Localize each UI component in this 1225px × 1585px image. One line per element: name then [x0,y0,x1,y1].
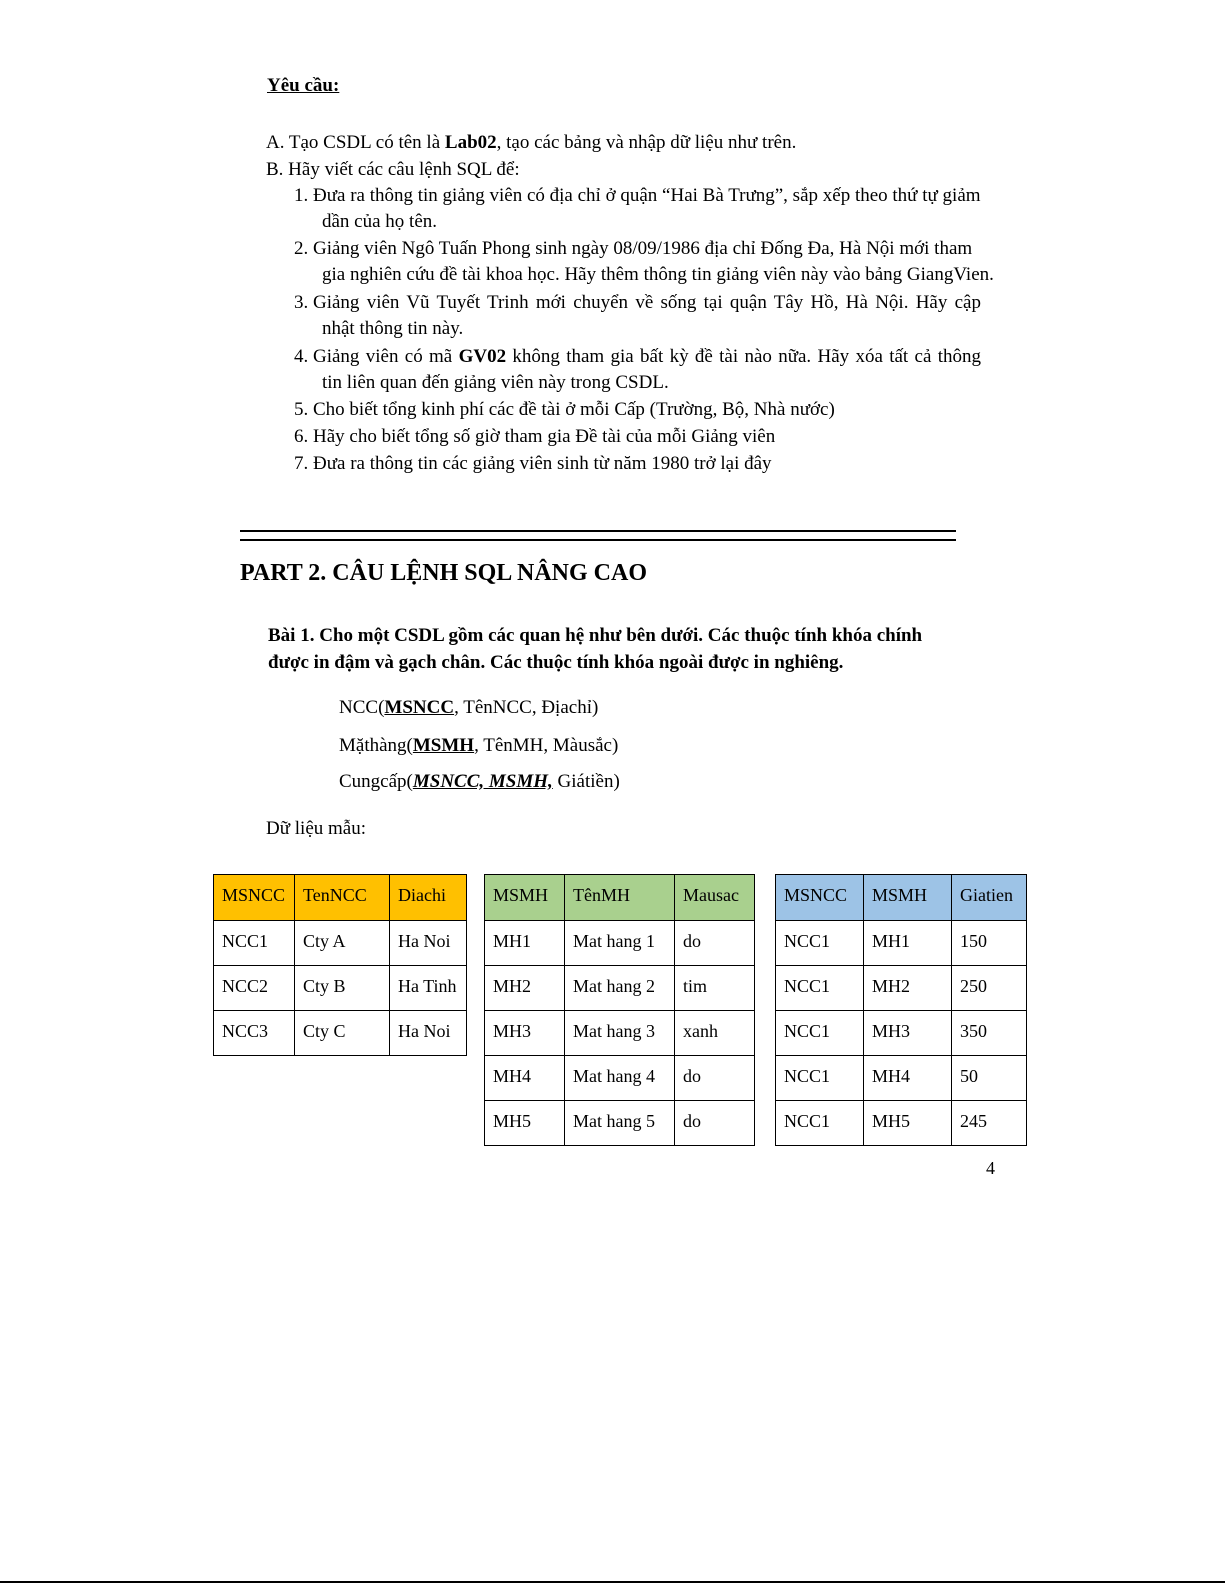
table-row [776,966,1027,1011]
requirement-a [266,130,796,156]
table-cell: 245 [952,1101,1027,1146]
column-header: TenNCC [295,875,390,921]
table-row [776,1011,1027,1056]
table-cell: Mat hang 3 [565,1011,675,1056]
exercise-1-line: Bài 1. Cho một CSDL gồm các quan hệ như bên dưới. Các thuộc tính khóa chính [268,625,923,646]
table-cell: MH2 [485,966,565,1011]
table-cell: NCC3 [214,1011,295,1056]
table-cell: MH3 [485,1011,565,1056]
table-row [776,1101,1027,1146]
cungcap-table [775,874,1027,1146]
column-header: MSMH [864,875,952,921]
page-bottom-border [0,1581,1225,1583]
table-row [485,966,755,1011]
page-number: 4 [986,1158,995,1178]
table-row [776,921,1027,966]
exercise-1-intro [268,622,922,676]
column-header: Diachi [390,875,467,921]
separator-line [240,530,956,541]
table-cell: MH2 [864,966,952,1011]
separator-text [240,526,956,535]
list-item-line: gia nghiên cứu đề tài khoa học. Hãy thêm thông tin giảng viên này vào bảng GiangVien. [322,264,994,285]
table-cell: NCC1 [214,921,295,966]
requirement-a-prefix: A. Tạo CSDL có tên là [266,132,445,153]
relation-ncc [339,697,598,719]
table-cell: NCC1 [776,1056,864,1101]
table-header-row [485,875,755,921]
table-cell: NCC2 [214,966,295,1011]
table-cell: MH5 [485,1101,565,1146]
column-header: Giatien [952,875,1027,921]
list-item-line [313,344,981,370]
table-cell: Ha Noi [390,1011,467,1056]
table-row [485,1101,755,1146]
table-row [485,921,755,966]
list-item-line: Giảng viên Ngô Tuấn Phong sinh ngày 08/09/1986 địa chỉ Đống Đa, Hà Nội mới tham [313,238,973,259]
column-header: MSNCC [214,875,295,921]
table-cell: MH5 [864,1101,952,1146]
table-row [214,921,467,966]
table-cell: do [675,1056,755,1101]
table-cell: Cty C [295,1011,390,1056]
table-row [776,1056,1027,1101]
list-item-line: nhật thông tin này. [322,318,464,339]
table-cell: 350 [952,1011,1027,1056]
list-item-number: 5. [294,399,309,420]
requirement-b: B. Hãy viết các câu lệnh SQL để: [266,159,520,180]
table-cell: MH1 [485,921,565,966]
list-item-line: Đưa ra thông tin giảng viên có địa chỉ ở quận “Hai Bà Trưng”, sắp xếp theo thứ tự giảm [313,185,981,206]
list-item-number: 2. [294,238,309,259]
table-cell: NCC1 [776,921,864,966]
table-cell: NCC1 [776,1011,864,1056]
table-cell: Mat hang 4 [565,1056,675,1101]
relation-name: Mặthàng( [339,735,413,756]
table-cell: 250 [952,966,1027,1011]
list-item-number: 7. [294,453,309,474]
relation-name: NCC( [339,697,385,718]
list-item-number: 6. [294,426,309,447]
column-header: Mausac [675,875,755,921]
relation-cungcap [339,771,620,793]
primary-key: MSMH [412,735,475,756]
list-item-line: Giảng viên Vũ Tuyết Trinh mới chuyển về sống tại quận Tây Hồ, Hà Nội. Hãy cập [313,292,981,313]
relation-attributes: Giátiền) [552,771,620,792]
table-row [214,1011,467,1056]
relation-name: Cungcấp( [339,771,413,792]
part2-title: PART 2. CÂU LỆNH SQL NÂNG CAO [240,560,647,586]
relation-attributes: , TênMH, Màusắc) [474,735,619,756]
ncc-table [213,874,467,1056]
table-header-row [214,875,467,921]
requirement-a-suffix: , tạo các bảng và nhập dữ liệu như trên. [496,132,797,153]
table-cell: do [675,921,755,966]
table-header-row [776,875,1027,921]
column-header: MSNCC [776,875,864,921]
table-cell: MH3 [864,1011,952,1056]
list-item-line: tin liên quan đến giảng viên này trong CSDL. [322,372,669,393]
list-item-line: Đưa ra thông tin các giảng viên sinh từ năm 1980 trở lại đây [313,453,772,474]
table-cell: Ha Noi [390,921,467,966]
table-cell: tim [675,966,755,1011]
list-item-number: 1. [294,185,309,206]
table-cell: Cty A [295,921,390,966]
teacher-code: GV02 [458,346,507,367]
table-cell: NCC1 [776,966,864,1011]
table-cell: NCC1 [776,1101,864,1146]
list-item-number: 3. [294,292,309,313]
list-item-text: Giảng viên có mã [313,346,459,367]
table-row [485,1056,755,1101]
table-cell: 50 [952,1056,1027,1101]
sample-data-label: Dữ liệu mẫu: [266,818,367,839]
column-header: TênMH [565,875,675,921]
list-item-text: không tham gia bất kỳ đề tài nào nữa. Hãy xóa tất cả thông [506,346,981,367]
table-cell: xanh [675,1011,755,1056]
table-cell: MH1 [864,921,952,966]
table-cell: Cty B [295,966,390,1011]
mathang-table [484,874,755,1146]
exercise-1-line: được in đậm và gạch chân. Các thuộc tính khóa ngoài được in nghiêng. [268,652,844,673]
table-cell: MH4 [485,1056,565,1101]
database-name: Lab02 [444,132,497,153]
requirements-heading: Yêu cầu: [267,75,340,96]
list-item-line: Cho biết tổng kinh phí các đề tài ở mỗi Cấp (Trường, Bộ, Nhà nước) [313,399,835,420]
primary-foreign-key: MSNCC, MSMH, [412,771,553,792]
table-cell: Mat hang 5 [565,1101,675,1146]
table-cell: Mat hang 2 [565,966,675,1011]
list-item-number: 4. [294,346,309,367]
table-cell: Ha Tinh [390,966,467,1011]
table-cell: 150 [952,921,1027,966]
table-cell: Mat hang 1 [565,921,675,966]
table-row [485,1011,755,1056]
relation-mathang [339,735,618,757]
relation-attributes: , TênNCC, Địachỉ) [454,697,599,718]
table-cell: do [675,1101,755,1146]
column-header: MSMH [485,875,565,921]
table-row [214,966,467,1011]
primary-key: MSNCC [384,697,455,718]
list-item-line: Hãy cho biết tổng số giờ tham gia Đề tài của mỗi Giảng viên [313,426,776,447]
list-item-line: dần của họ tên. [322,211,438,232]
table-cell: MH4 [864,1056,952,1101]
